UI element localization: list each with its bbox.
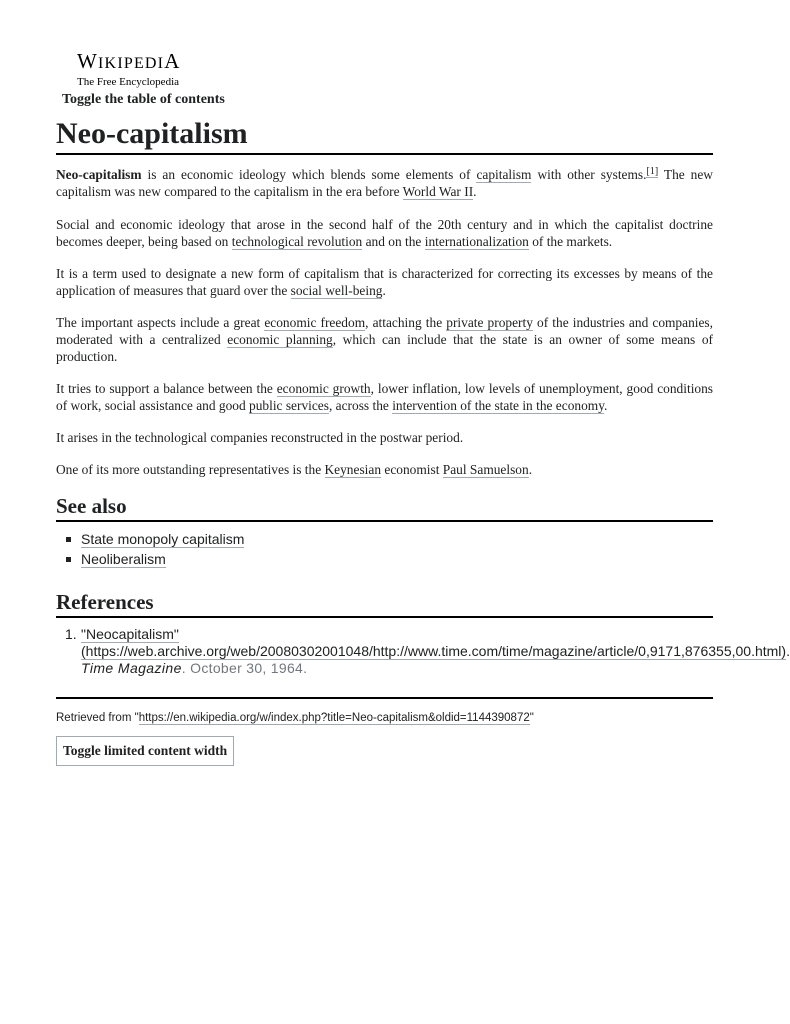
list-item — [64, 549, 713, 569]
wikipedia-logo[interactable] — [77, 50, 181, 88]
paragraph-7: One of its more outstanding representatives is the Keynesian economist Paul Samuelson. — [56, 462, 533, 477]
link-world-war-ii[interactable]: World War II — [402, 184, 474, 199]
reference-link[interactable]: "Neocapitalism" (https://web.archive.org/web/20080302001048/http://www.time.com/time/magazine/article/0,9171,876355,00.html) — [81, 626, 787, 659]
citation-link[interactable]: [1] — [646, 165, 659, 177]
link-economic-freedom[interactable]: economic freedom — [264, 315, 366, 330]
logo-wordmark: WIKIPEDIA — [77, 49, 181, 73]
link-keynesian[interactable]: Keynesian — [324, 462, 382, 477]
link-social-well-being[interactable]: social well-being — [290, 283, 383, 298]
see-also-heading: See also — [56, 493, 713, 522]
link-private-property[interactable]: private property — [446, 315, 533, 330]
see-also-list — [64, 529, 713, 569]
paragraph-5: It tries to support a balance between the economic growth, lower inflation, low levels of unemployment, good conditions of work, social assistance and good public services, across the intervention of the state in the economy. — [56, 381, 714, 413]
bold-term: Neo-capitalism — [56, 167, 142, 182]
logo-tagline: The Free Encyclopedia — [77, 76, 180, 88]
article-body — [56, 166, 713, 478]
link-economic-planning[interactable]: economic planning — [227, 332, 333, 347]
paragraph-intro: Neo-capitalism is an economic ideology which blends some elements of capitalism with other systems.[1] The new capitalism was new compared to the capitalism in the era before World War II. — [56, 165, 713, 199]
reference-date: . October 30, 1964. — [181, 660, 308, 676]
main-content — [56, 112, 790, 766]
toggle-content-width-button[interactable]: Toggle limited content width — [56, 736, 234, 766]
link-paul-samuelson[interactable]: Paul Samuelson — [442, 462, 529, 477]
toggle-toc-button[interactable]: Toggle the table of contents — [62, 92, 225, 107]
paragraph-3: It is a term used to designate a new form of capitalism that is characterized for correcting its excesses by means of the application of measures that guard over the social well-being. — [56, 266, 713, 298]
link-capitalism[interactable]: capitalism — [476, 167, 532, 182]
footer-divider — [56, 697, 713, 699]
reference-item: 1. "Neocapitalism" (https://web.archive.org/web/20080302001048/http://www.time.com/time/magazine/article/0,9171,876355,00.html). Time Magazine. October 30, 1964. — [65, 626, 790, 676]
list-item — [64, 529, 713, 549]
link-public-services[interactable]: public services — [249, 398, 329, 413]
link-state-intervention[interactable]: intervention of the state in the economy — [392, 398, 605, 413]
link-economic-growth[interactable]: economic growth — [276, 381, 371, 396]
permanent-link[interactable]: https://en.wikipedia.org/w/index.php?title=Neo-capitalism&oldid=1144390872 — [138, 712, 530, 724]
reference-publication: Time Magazine — [81, 660, 182, 676]
paragraph-4: The important aspects include a great economic freedom, attaching the private property of the industries and companies, moderated with a centralized economic planning, which can include that the state is an owner of some means of production. — [56, 315, 713, 364]
link-state-monopoly-capitalism[interactable]: State monopoly capitalism — [81, 531, 245, 547]
page-title: Neo-capitalism — [56, 112, 713, 155]
retrieved-from: Retrieved from "https://en.wikipedia.org/w/index.php?title=Neo-capitalism&oldid=1144390872" — [56, 712, 534, 724]
link-internationalization[interactable]: internationalization — [424, 234, 529, 249]
reference-number: 1. — [65, 626, 77, 642]
paragraph-6: It arises in the technological companies reconstructed in the postwar period. — [56, 430, 464, 445]
references-heading: References — [56, 589, 713, 618]
references-list — [56, 626, 790, 677]
paragraph-2: Social and economic ideology that arose in the second half of the 20th century and in which the capitalist doctrine becomes deeper, being based on technological revolution and on the internationalization of the markets. — [56, 217, 713, 249]
link-neoliberalism[interactable]: Neoliberalism — [81, 551, 166, 567]
link-technological-revolution[interactable]: technological revolution — [231, 234, 363, 249]
